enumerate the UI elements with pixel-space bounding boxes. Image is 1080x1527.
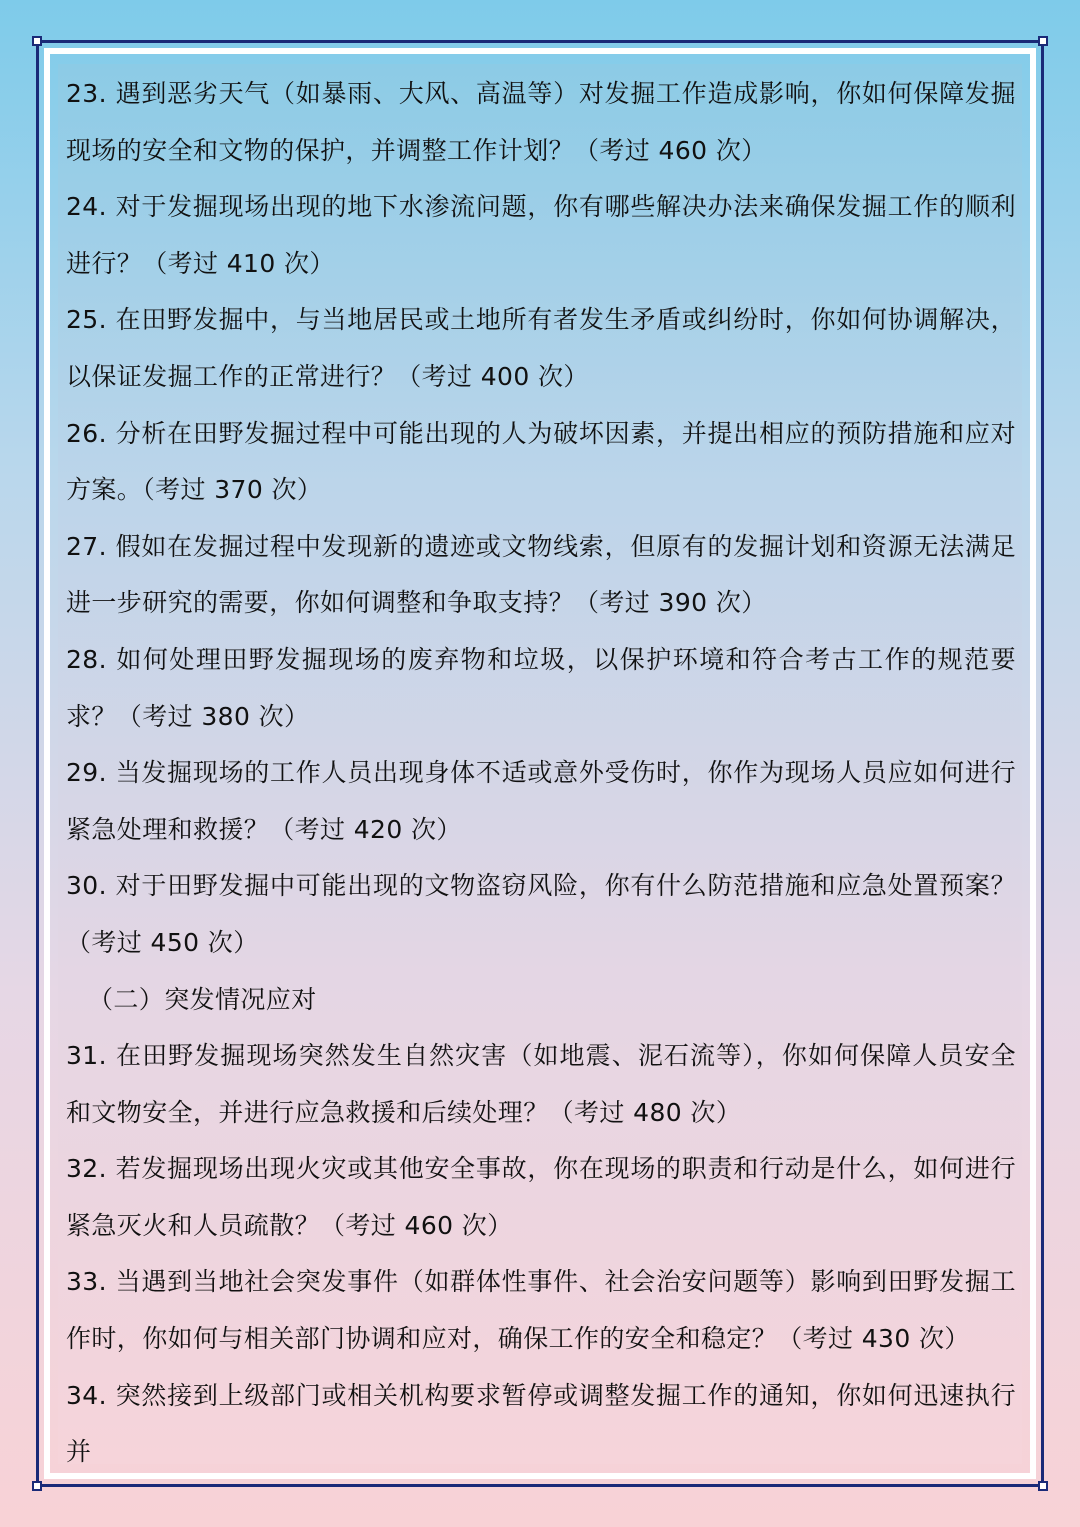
question-item-29: 29. 当发掘现场的工作人员出现身体不适或意外受伤时，你作为现场人员应如何进行紧急处理和救援？（考过 420 次）	[66, 758, 1016, 844]
corner-ornament-bottom-left	[32, 1481, 42, 1491]
question-item-24: 24. 对于发掘现场出现的地下水渗流问题，你有哪些解决办法来确保发掘工作的顺利进行？（考过 410 次）	[66, 192, 1016, 278]
question-item-32: 32. 若发掘现场出现火灾或其他安全事故，你在现场的职责和行动是什么，如何进行紧急灭火和人员疏散？（考过 460 次）	[66, 1154, 1016, 1240]
question-item-33: 33. 当遇到当地社会突发事件（如群体性事件、社会治安问题等）影响到田野发掘工作时，你如何与相关部门协调和应对，确保工作的安全和稳定？（考过 430 次）	[66, 1267, 1016, 1354]
question-item-27: 27. 假如在发掘过程中发现新的遗迹或文物线索，但原有的发掘计划和资源无法满足进一步研究的需要，你如何调整和争取支持？（考过 390 次）	[66, 531, 1016, 618]
corner-ornament-bottom-right	[1038, 1481, 1048, 1491]
question-item-30: 30. 对于田野发掘中可能出现的文物盗窃风险，你有什么防范措施和应急处置预案？（考过 450 次）	[66, 871, 1016, 957]
section-heading: （二）突发情况应对	[88, 984, 317, 1014]
question-item-28: 28. 如何处理田野发掘现场的废弃物和垃圾，以保护环境和符合考古工作的规范要求？（考过 380 次）	[66, 644, 1016, 731]
corner-ornament-top-left	[32, 36, 42, 46]
question-list	[66, 66, 1016, 1481]
question-item-26: 26. 分析在田野发掘过程中可能出现的人为破坏因素，并提出相应的预防措施和应对方案。（考过 370 次）	[66, 418, 1016, 505]
question-item-25: 25. 在田野发掘中，与当地居民或土地所有者发生矛盾或纠纷时，你如何协调解决，以保证发掘工作的正常进行？（考过 400 次）	[66, 305, 1016, 391]
question-item-23: 23. 遇到恶劣天气（如暴雨、大风、高温等）对发掘工作造成影响，你如何保障发掘现场的安全和文物的保护，并调整工作计划？（考过 460 次）	[66, 79, 1016, 165]
question-item-34: 34. 突然接到上级部门或相关机构要求暂停或调整发掘工作的通知，你如何迅速执行并	[66, 1380, 1016, 1467]
corner-ornament-top-right	[1038, 36, 1048, 46]
question-item-31: 31. 在田野发掘现场突然发生自然灾害（如地震、泥石流等），你如何保障人员安全和文物安全，并进行应急救援和后续处理？（考过 480 次）	[66, 1041, 1016, 1127]
